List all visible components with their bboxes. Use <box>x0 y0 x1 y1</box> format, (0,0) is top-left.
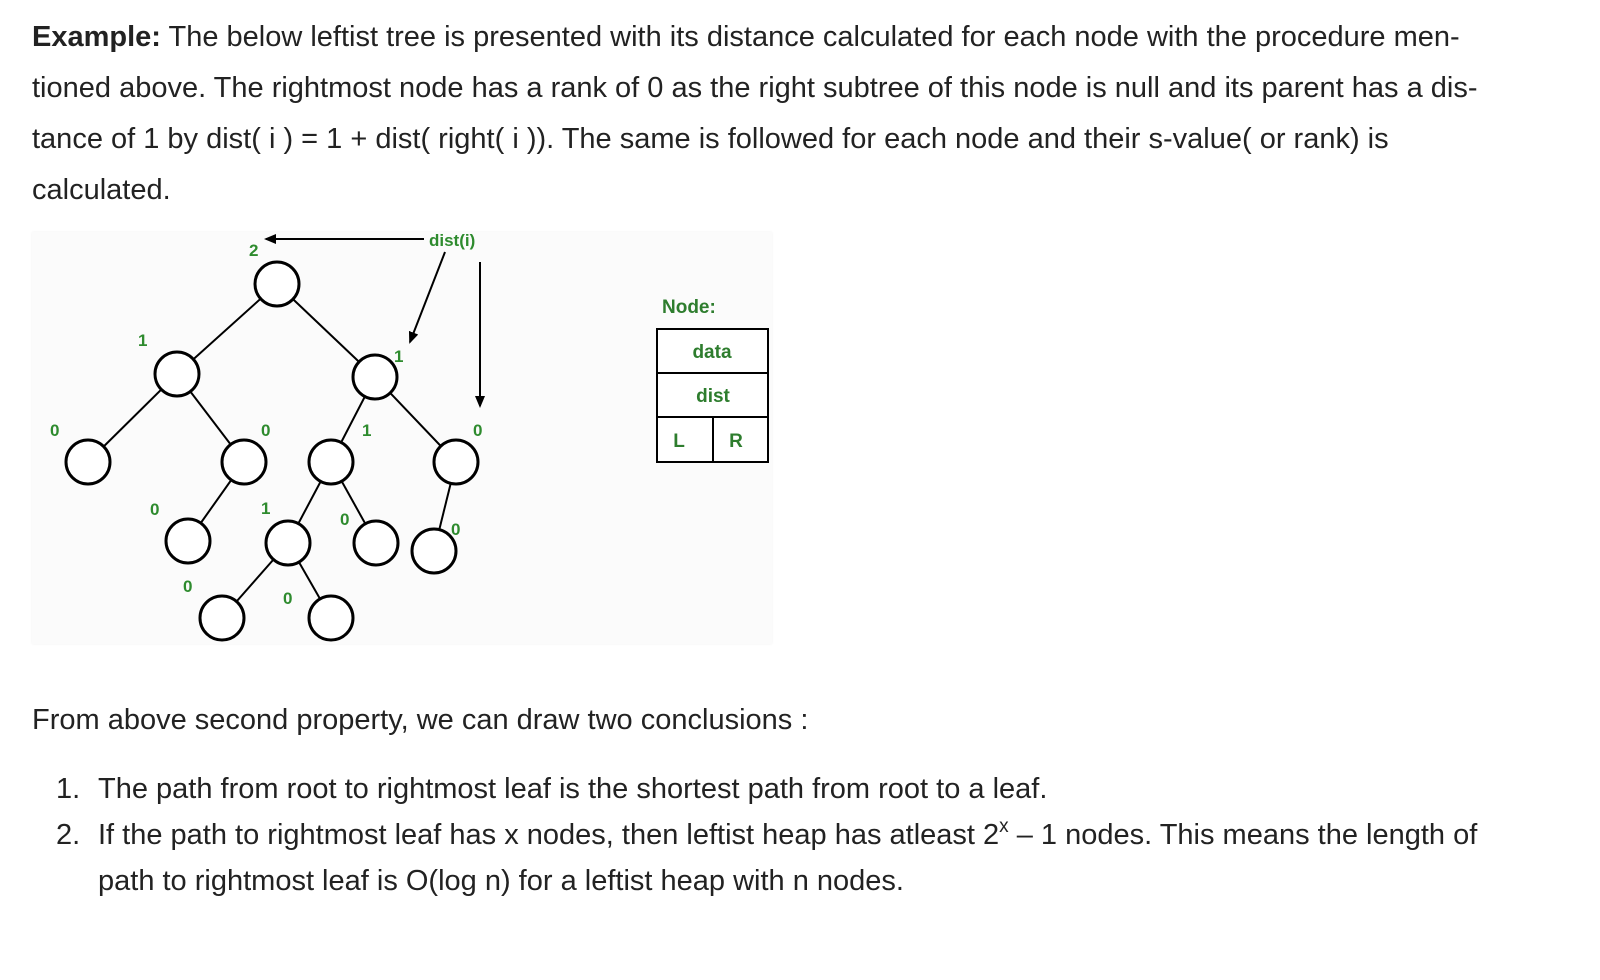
conclusion-item-1 <box>56 766 1536 812</box>
tree-node-i <box>354 521 398 565</box>
node-legend <box>657 297 768 462</box>
conclusion-text: The path from root to rightmost leaf is the shortest path from root to a leaf. <box>98 773 1048 805</box>
dist-label-j: 0 <box>451 520 461 539</box>
conclusion-item-2 <box>56 812 1536 904</box>
conclusions-list <box>56 766 1536 904</box>
legend-title: Node: <box>662 297 716 318</box>
tree-node-root <box>255 262 299 306</box>
conclusion-number: 2. <box>56 819 81 851</box>
tree-node-a <box>155 352 199 396</box>
tree-nodes <box>66 262 478 640</box>
dist-label-e: 1 <box>362 421 372 440</box>
dist-label-f: 0 <box>473 421 483 440</box>
dist-label-l: 0 <box>283 589 293 608</box>
conclusions-intro: From above second property, we can draw two conclusions : <box>32 704 809 736</box>
tree-node-l <box>309 596 353 640</box>
conclusion-text-part-3: path to rightmost leaf is O(log n) for a leftist heap with n nodes. <box>98 865 904 897</box>
dist-label-g: 0 <box>150 500 160 519</box>
dist-label-k: 0 <box>183 577 193 596</box>
leftist-tree-figure <box>32 232 772 644</box>
tree-node-d <box>222 440 266 484</box>
tree-node-b <box>353 355 397 399</box>
example-label: Example: <box>32 21 161 53</box>
tree-node-j <box>412 529 456 573</box>
arrow-to-node-b-label <box>410 252 445 342</box>
legend-dist-text: dist <box>696 386 730 407</box>
legend-right-text: R <box>729 431 743 452</box>
example-line-2: tioned above. The rightmost node has a rank of 0 as the right subtree of this node is null and its parent has a dis- <box>32 72 1478 104</box>
example-paragraph <box>32 12 1532 216</box>
conclusion-text-part-2: – 1 nodes. This means the length of <box>1008 819 1478 851</box>
dist-label-h: 1 <box>261 499 271 518</box>
leftist-tree-diagram <box>32 232 772 644</box>
legend-data-text: data <box>692 342 732 363</box>
example-line-1: Example: The below leftist tree is presented with its distance calculated for each node with the procedure men- <box>32 21 1460 53</box>
dist-label-b: 1 <box>394 347 404 366</box>
tree-node-k <box>200 596 244 640</box>
dist-i-label: dist(i) <box>429 232 476 250</box>
tree-node-e <box>309 440 353 484</box>
tree-node-f <box>434 440 478 484</box>
conclusion-superscript: x <box>999 816 1009 837</box>
dist-label-d: 0 <box>261 421 271 440</box>
example-line-4: calculated. <box>32 174 171 206</box>
tree-node-h <box>266 521 310 565</box>
dist-label-c: 0 <box>50 421 60 440</box>
tree-node-c <box>66 440 110 484</box>
conclusion-text-part-1: If the path to rightmost leaf has x nodes, then leftist heap has atleast 2 <box>98 819 1000 851</box>
dist-label-a: 1 <box>138 331 148 350</box>
tree-node-g <box>166 519 210 563</box>
conclusion-number: 1. <box>56 773 81 805</box>
dist-label-i: 0 <box>340 510 350 529</box>
dist-label-root: 2 <box>249 241 259 260</box>
legend-left-cell <box>657 417 713 462</box>
example-line-3: tance of 1 by dist( i ) = 1 + dist( right( i )). The same is followed for each node and their s-value( or rank) is <box>32 123 1389 155</box>
legend-left-text: L <box>673 431 685 452</box>
